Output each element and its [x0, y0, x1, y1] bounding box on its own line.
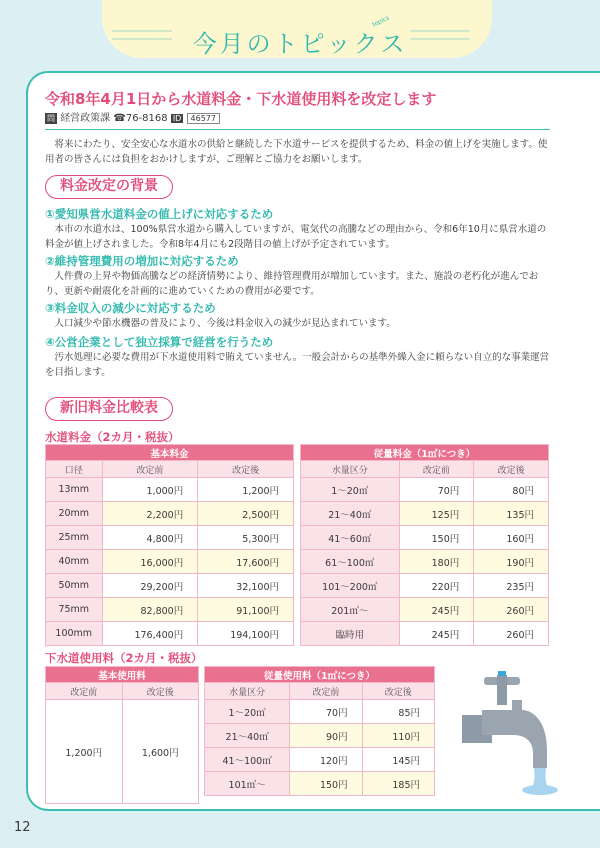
- table-cell: 245円: [399, 622, 474, 646]
- table-row: [46, 478, 294, 502]
- table-row: [205, 748, 435, 772]
- id-value: 46577: [187, 113, 220, 124]
- column-header: 口径: [46, 461, 103, 478]
- reason-body: 人件費の上昇や物価高騰などの経済情勢により、維持管理費用が増加しています。また、施設の老朽化が進んでおり、更新や耐震化を計画的に進めていくための費用が必要です。: [45, 271, 539, 297]
- table-cell: 260円: [474, 598, 549, 622]
- row-label: 100mm: [46, 622, 103, 646]
- section-comparison-title: 新旧料金比較表: [45, 397, 173, 421]
- reason-body: 汚水処理に必要な費用が下水道使用料で賄えていません。一般会計からの基準外繰入金に頼らない自立的な事業運営を目指します。: [45, 352, 550, 378]
- reason-heading: ③料金収入の減少に対応するため: [45, 301, 216, 315]
- intro-text: 将来にわたり、安全安心な水道水の供給と継続した下水道サービスを提供するため、料金の値上げを実施します。使用者の皆さんには負担をおかけしますが、ご理解とご協力をお願いします。: [45, 139, 548, 165]
- table-row: [46, 526, 294, 550]
- table-row: [46, 574, 294, 598]
- row-label: 40mm: [46, 550, 103, 574]
- reason-body: 本市の水道水は、100%県営水道から購入していますが、電気代の高騰などの理由から、令和6年10月に県営水道の料金が値上げされました。令和8年4月にも2段階目の値上げが予定されています。: [45, 224, 547, 250]
- row-label: 50mm: [46, 574, 103, 598]
- inquiry-icon: 問: [47, 114, 55, 123]
- table-cell: 85円: [362, 700, 434, 724]
- department: 経営政策課: [60, 113, 111, 124]
- row-label: 21～40㎥: [205, 724, 290, 748]
- table-group-header: 基本料金: [46, 445, 294, 461]
- row-label: 13mm: [46, 478, 103, 502]
- column-header: 改定前: [102, 461, 198, 478]
- article-title: 令和8年4月1日から水道料金・下水道使用料を改定します: [45, 90, 437, 108]
- row-label: 1～20㎥: [301, 478, 400, 502]
- table-cell: 82,800円: [102, 598, 198, 622]
- table-group-header: 従量使用料（1㎥につき）: [205, 667, 435, 683]
- table-row: [301, 526, 549, 550]
- table-row: [301, 478, 549, 502]
- table-cell: 145円: [362, 748, 434, 772]
- row-label: 101㎥～: [205, 772, 290, 796]
- sewer-basic-table: [45, 666, 199, 804]
- table-row: [301, 622, 549, 646]
- column-header: 改定前: [290, 683, 362, 700]
- table-cell: 29,200円: [102, 574, 198, 598]
- row-label: 101～200㎥: [301, 574, 400, 598]
- table-row: [205, 700, 435, 724]
- table-cell: 1,000円: [102, 478, 198, 502]
- water-volume-table: [300, 444, 549, 646]
- table-cell: 70円: [399, 478, 474, 502]
- column-header: 水量区分: [205, 683, 290, 700]
- faucet-icon: [462, 665, 572, 800]
- table-cell: 150円: [399, 526, 474, 550]
- page-header-title: 今月のトピックス: [192, 30, 408, 58]
- table-row: [46, 622, 294, 646]
- table-group-header: 従量料金（1㎥につき）: [301, 445, 549, 461]
- column-header: 水量区分: [301, 461, 400, 478]
- table-row: [205, 724, 435, 748]
- section-background-title: 料金改定の背景: [45, 175, 173, 199]
- water-basic-table: [45, 444, 294, 646]
- row-label: 201㎥～: [301, 598, 400, 622]
- table-cell: 5,300円: [198, 526, 294, 550]
- table-cell: 190円: [474, 550, 549, 574]
- table-cell: 260円: [474, 622, 549, 646]
- header-tag: topics: [371, 14, 391, 29]
- table-cell: 120円: [290, 748, 362, 772]
- table-cell: 160円: [474, 526, 549, 550]
- table-row: [301, 598, 549, 622]
- column-header: 改定前: [46, 683, 123, 700]
- column-header: 改定後: [474, 461, 549, 478]
- row-label: 20mm: [46, 502, 103, 526]
- table-row: [46, 700, 199, 804]
- column-header: 改定後: [122, 683, 199, 700]
- table-cell: 90円: [290, 724, 362, 748]
- table-row: [301, 502, 549, 526]
- divider: [45, 129, 550, 130]
- table-group-header: 基本使用料: [46, 667, 199, 683]
- table-cell: 91,100円: [198, 598, 294, 622]
- row-label: 25mm: [46, 526, 103, 550]
- table-cell: 245円: [399, 598, 474, 622]
- table-cell: 125円: [399, 502, 474, 526]
- table-cell: 185円: [362, 772, 434, 796]
- table-row: [46, 598, 294, 622]
- column-header: 改定前: [399, 461, 474, 478]
- reason-heading: ①愛知県営水道料金の値上げに対応するため: [45, 207, 274, 221]
- reason-heading: ④公営企業として独立採算で経営を行うため: [45, 335, 274, 349]
- table-cell: 2,500円: [198, 502, 294, 526]
- column-header: 改定後: [362, 683, 434, 700]
- table-cell: 4,800円: [102, 526, 198, 550]
- sewer-volume-table: [204, 666, 435, 796]
- water-fee-title: 水道料金（2カ月・税抜）: [45, 430, 180, 444]
- contact-line: [45, 109, 220, 124]
- table-cell: 1,600円: [122, 700, 199, 804]
- row-label: 1～20㎥: [205, 700, 290, 724]
- phone: ☎76-8168: [113, 113, 168, 124]
- table-cell: 16,000円: [102, 550, 198, 574]
- table-cell: 17,600円: [198, 550, 294, 574]
- row-label: 75mm: [46, 598, 103, 622]
- row-label: 41～100㎥: [205, 748, 290, 772]
- table-cell: 194,100円: [198, 622, 294, 646]
- table-cell: 70円: [290, 700, 362, 724]
- table-cell: 80円: [474, 478, 549, 502]
- table-row: [205, 772, 435, 796]
- reason-heading: ②維持管理費用の増加に対応するため: [45, 254, 239, 268]
- row-label: 21～40㎥: [301, 502, 400, 526]
- table-cell: 1,200円: [46, 700, 123, 804]
- row-label: 41～60㎥: [301, 526, 400, 550]
- column-header: 改定後: [198, 461, 294, 478]
- table-cell: 32,100円: [198, 574, 294, 598]
- row-label: 61～100㎥: [301, 550, 400, 574]
- id-badge: ID: [172, 114, 182, 123]
- sewer-fee-title: 下水道使用料（2カ月・税抜）: [45, 651, 203, 665]
- row-label: 臨時用: [301, 622, 400, 646]
- table-cell: 110円: [362, 724, 434, 748]
- table-cell: 135円: [474, 502, 549, 526]
- table-cell: 235円: [474, 574, 549, 598]
- page-number: 12: [14, 820, 31, 835]
- table-row: [301, 550, 549, 574]
- table-row: [46, 502, 294, 526]
- table-row: [46, 550, 294, 574]
- table-cell: 180円: [399, 550, 474, 574]
- reason-body: 人口減少や節水機器の普及により、今後は料金収入の減少が見込まれています。: [45, 318, 396, 329]
- table-row: [301, 574, 549, 598]
- table-cell: 220円: [399, 574, 474, 598]
- table-cell: 1,200円: [198, 478, 294, 502]
- table-cell: 176,400円: [102, 622, 198, 646]
- table-cell: 2,200円: [102, 502, 198, 526]
- table-cell: 150円: [290, 772, 362, 796]
